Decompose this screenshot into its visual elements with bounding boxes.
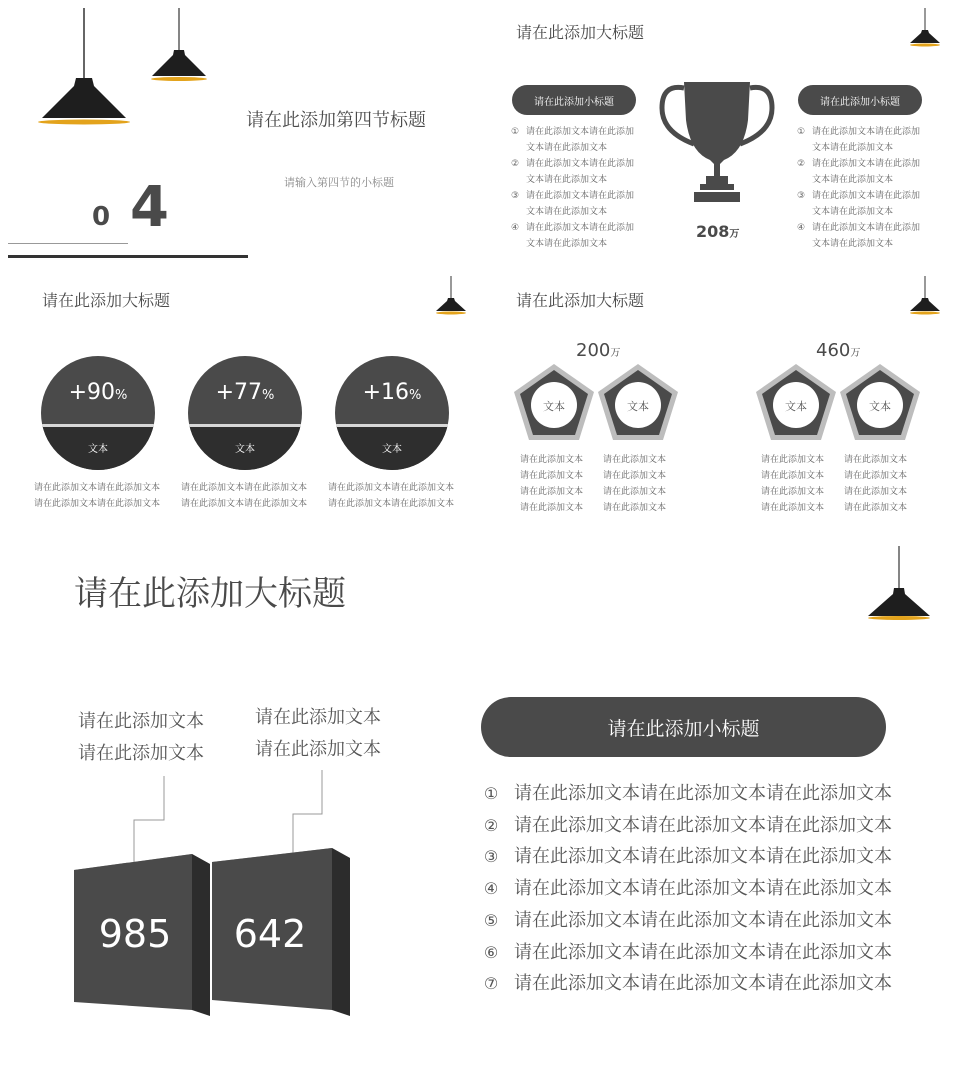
- desc-line: 请在此添加文本请在此添加文本: [34, 499, 161, 509]
- box-number-2: 642: [233, 912, 307, 956]
- percent-circle: [335, 356, 449, 470]
- desc-line: 请在此添加文本请在此添加文本: [328, 499, 455, 509]
- subtitle-pill-label: 请在此添加小标题: [607, 717, 760, 740]
- circle-caption: 文本: [382, 444, 402, 455]
- col-line: 请在此添加文本: [603, 503, 667, 513]
- list-item: [510, 188, 634, 220]
- percent-unit: %: [262, 388, 275, 403]
- list-text: 文本请在此添加文本: [812, 143, 894, 153]
- list-item: [482, 778, 892, 810]
- desc-line: 请在此添加文本请在此添加文本: [181, 483, 308, 493]
- subtitle-pill: [481, 697, 886, 757]
- list-num: ②: [483, 815, 499, 835]
- list-text: 文本请在此添加文本: [526, 143, 608, 153]
- list-item: [796, 124, 920, 156]
- list-text: 请在此添加文本请在此添加文本请在此添加文本: [514, 814, 892, 836]
- list-num: ⑥: [483, 942, 499, 962]
- col-line: 请在此添加文本: [761, 471, 825, 481]
- list-text: 请在此添加文本请在此添加文本请在此添加文本: [514, 973, 892, 995]
- col-line: 请在此添加文本: [844, 487, 908, 497]
- list-item: [482, 873, 892, 905]
- list-text: 请在此添加文本请在此添加文本请在此添加文本: [514, 783, 892, 804]
- pendant-lamp-icon: [908, 8, 942, 48]
- circle-desc: [34, 480, 174, 512]
- list-text: 请在此添加文本请在此添加: [526, 223, 635, 233]
- list-num: ④: [483, 879, 499, 899]
- pentagon-badge: [512, 362, 596, 442]
- list-text: 请在此添加文本请在此添加: [812, 191, 921, 201]
- list-item: [482, 937, 892, 969]
- text-column: [603, 452, 683, 516]
- list-text: 请在此添加文本请在此添加: [526, 127, 635, 137]
- section-number-four: 4: [130, 175, 169, 240]
- list-item: [510, 124, 634, 156]
- list-num: ④: [510, 223, 520, 233]
- trophy-number: 208: [696, 222, 730, 241]
- percent-value: [335, 380, 449, 405]
- list-num: ③: [483, 847, 499, 867]
- group-unit: 万: [610, 348, 621, 359]
- callout-line: 请在此添加文本: [78, 743, 204, 764]
- circle-rim: [41, 424, 155, 427]
- desc-line: 请在此添加文本请在此添加文本: [181, 499, 308, 509]
- pentagon-label: 文本: [627, 400, 649, 413]
- pendant-lamp-icon: [148, 8, 210, 84]
- pentagon-label: 文本: [869, 400, 891, 413]
- circle-caption: 文本: [88, 444, 108, 455]
- right-list: [796, 124, 920, 252]
- group-number: 200: [576, 340, 611, 361]
- list-num: ③: [796, 191, 806, 201]
- list-num: ①: [483, 784, 499, 803]
- desc-line: 请在此添加文本请在此添加文本: [328, 483, 455, 493]
- text-column: [761, 452, 841, 516]
- col-line: 请在此添加文本: [844, 503, 908, 513]
- col-line: 请在此添加文本: [520, 455, 584, 465]
- list-num: ③: [510, 191, 520, 201]
- list-num: ⑤: [483, 910, 499, 930]
- percent-circle: [188, 356, 302, 470]
- callout-line: 请在此添加文本: [255, 707, 381, 728]
- list-num: ②: [796, 159, 806, 169]
- slide-title: 请在此添加大标题: [516, 291, 645, 310]
- pentagon-label: 文本: [543, 400, 565, 413]
- circle-caption: 文本: [235, 444, 255, 455]
- list-num: ①: [796, 127, 806, 137]
- list-text: 请在此添加文本请在此添加: [526, 159, 635, 169]
- list-num: ④: [796, 223, 806, 233]
- list-text: 请在此添加文本请在此添加: [812, 159, 921, 169]
- circle-rim: [335, 424, 449, 427]
- percent-circle: [41, 356, 155, 470]
- list-num: ②: [510, 159, 520, 169]
- list-item: [796, 156, 920, 188]
- slide-title: 请在此添加大标题: [516, 23, 645, 42]
- text-column: [520, 452, 600, 516]
- col-line: 请在此添加文本: [761, 455, 825, 465]
- list-text: 请在此添加文本请在此添加文本请在此添加文本: [514, 878, 892, 900]
- pendant-lamp-icon: [908, 276, 942, 316]
- pentagon-label: 文本: [785, 400, 807, 413]
- percent-number: +16: [362, 380, 410, 405]
- slide-trophy: [480, 0, 960, 270]
- text-column: [844, 452, 924, 516]
- percent-unit: %: [115, 388, 128, 403]
- group-value: [816, 340, 860, 361]
- list-text: 文本请在此添加文本: [526, 175, 608, 185]
- slide-title: 请在此添加大标题: [74, 574, 346, 614]
- pendant-lamp-icon: [36, 8, 134, 128]
- list-text: 请在此添加文本请在此添加: [812, 127, 921, 137]
- section-subtitle: 请输入第四节的小标题: [284, 176, 394, 189]
- subtitle-pill-left: [512, 85, 636, 115]
- pentagon-badge: [596, 362, 680, 442]
- section-number-zero: 0: [92, 202, 111, 232]
- pendant-lamp-icon: [434, 276, 468, 316]
- desc-line: 请在此添加文本请在此添加文本: [34, 483, 161, 493]
- col-line: 请在此添加文本: [520, 471, 584, 481]
- col-line: 请在此添加文本: [603, 455, 667, 465]
- list-item: [510, 156, 634, 188]
- percent-value: [188, 380, 302, 405]
- numbered-list: [482, 778, 892, 1000]
- list-text: 请在此添加文本请在此添加文本请在此添加文本: [514, 909, 892, 931]
- subtitle-pill-left-label: 请在此添加小标题: [534, 96, 614, 108]
- col-line: 请在此添加文本: [603, 487, 667, 497]
- trophy-unit: 万: [729, 229, 740, 240]
- col-line: 请在此添加文本: [761, 503, 825, 513]
- callout-line: 请在此添加文本: [255, 739, 381, 760]
- pendant-lamp-icon: [864, 546, 934, 622]
- divider-thick: [8, 255, 248, 258]
- slide-title: 请在此添加大标题: [42, 291, 171, 310]
- list-item: [482, 905, 892, 937]
- section-title: 请在此添加第四节标题: [246, 110, 426, 131]
- list-text: 请在此添加文本请在此添加文本请在此添加文本: [514, 846, 892, 868]
- subtitle-pill-right-label: 请在此添加小标题: [820, 96, 900, 108]
- list-num: ①: [510, 127, 520, 137]
- group-value: [576, 340, 620, 361]
- col-line: 请在此添加文本: [844, 455, 908, 465]
- col-line: 请在此添加文本: [603, 471, 667, 481]
- col-line: 请在此添加文本: [761, 487, 825, 497]
- list-item: [510, 220, 634, 252]
- percent-number: +90: [68, 380, 116, 405]
- list-item: [482, 810, 892, 842]
- list-text: 文本请在此添加文本: [812, 175, 894, 185]
- percent-value: [41, 380, 155, 405]
- group-unit: 万: [850, 348, 861, 359]
- callout-line: 请在此添加文本: [78, 711, 204, 732]
- trophy-value: [696, 222, 739, 241]
- list-num: ⑦: [483, 974, 499, 994]
- box-number-1: 985: [98, 912, 172, 956]
- list-text: 请在此添加文本请在此添加: [526, 191, 635, 201]
- list-item: [482, 841, 892, 873]
- col-line: 请在此添加文本: [520, 487, 584, 497]
- percent-number: +77: [215, 380, 263, 405]
- subtitle-pill-right: [798, 85, 922, 115]
- slide-percent-circles: [0, 270, 480, 540]
- col-line: 请在此添加文本: [520, 503, 584, 513]
- pentagon-badge: [838, 362, 922, 442]
- list-text: 请在此添加文本请在此添加文本请在此添加文本: [514, 941, 892, 963]
- list-item: [796, 188, 920, 220]
- list-text: 文本请在此添加文本: [812, 207, 894, 217]
- divider-thin: [8, 243, 128, 244]
- circle-desc: [328, 480, 468, 512]
- group-number: 460: [816, 340, 851, 361]
- list-text: 文本请在此添加文本: [526, 239, 608, 249]
- trophy-icon: [658, 80, 776, 204]
- slide-large: [0, 540, 960, 1084]
- circle-rim: [188, 424, 302, 427]
- list-text: 文本请在此添加文本: [526, 207, 608, 217]
- slide-section-4: [0, 0, 480, 270]
- col-line: 请在此添加文本: [844, 471, 908, 481]
- list-item: [796, 220, 920, 252]
- list-item: [482, 968, 892, 1000]
- circle-desc: [181, 480, 321, 512]
- left-list: [510, 124, 634, 252]
- list-text: 文本请在此添加文本: [812, 239, 894, 249]
- list-text: 请在此添加文本请在此添加: [812, 223, 921, 233]
- slide-pentagons: [480, 270, 960, 540]
- pentagon-badge: [754, 362, 838, 442]
- percent-unit: %: [409, 388, 422, 403]
